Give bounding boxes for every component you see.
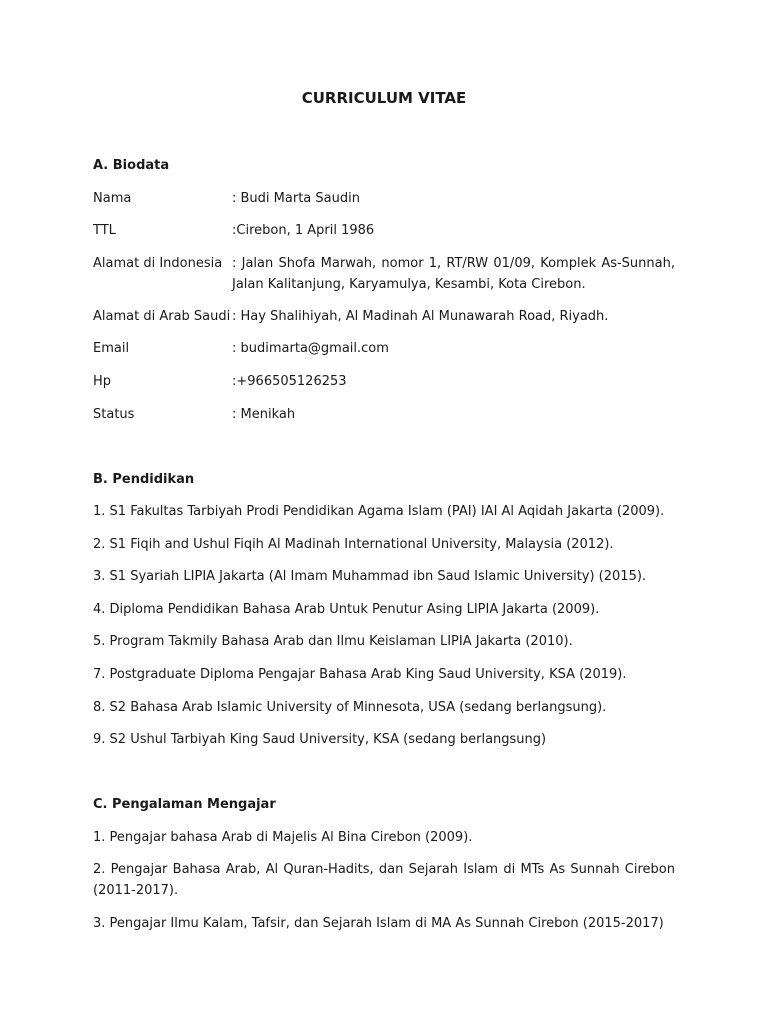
biodata-row-hp [93,371,675,392]
biodata-value: : budimarta@gmail.com [232,341,389,356]
biodata-value: : Hay Shalihiyah, Al Madinah Al Munawarah Road, Riyadh. [232,309,609,324]
document-title: CURRICULUM VITAE [301,89,467,107]
pengalaman-item: 3. Pengajar Ilmu Kalam, Tafsir, dan Sejarah Islam di MA As Sunnah Cirebon (2015-2017) [93,916,664,931]
biodata-value: : Budi Marta Saudin [232,191,360,206]
pendidikan-item: 4. Diploma Pendidikan Bahasa Arab Untuk Penutur Asing LIPIA Jakarta (2009). [93,602,600,617]
biodata-value: : Jalan Shofa Marwah, nomor 1, RT/RW 01/09, Komplek As-Sunnah, Jalan Kalitanjung, Karyamulya, Kesambi, Kota Cirebon. [232,256,675,292]
biodata-value: : Menikah [232,407,296,422]
biodata-value: :Cirebon, 1 April 1986 [232,223,375,238]
pendidikan-heading: B. Pendidikan [93,472,195,487]
biodata-label: Alamat di Indonesia [93,256,223,271]
pendidikan-item: 3. S1 Syariah LIPIA Jakarta (Al Imam Muhammad ibn Saud Islamic University) (2015). [93,569,647,584]
pengalaman-item: 1. Pengajar bahasa Arab di Majelis Al Bina Cirebon (2009). [93,830,473,845]
biodata-row-nama [93,188,675,209]
pendidikan-item: 2. S1 Fiqih and Ushul Fiqih Al Madinah International University, Malaysia (2012). [93,537,614,552]
biodata-value: :+966505126253 [232,374,347,389]
biodata-label: Nama [93,191,132,206]
pengalaman-heading: C. Pengalaman Mengajar [93,797,276,812]
biodata-row-status [93,404,675,425]
biodata-row-alamat-arab-saudi [93,306,675,327]
biodata-heading: A. Biodata [93,158,170,173]
biodata-label: Status [93,407,135,422]
biodata-label: Email [93,341,130,356]
pengalaman-item: 2. Pengajar Bahasa Arab, Al Quran-Hadits, dan Sejarah Islam di MTs As Sunnah Cirebon (2011-2017). [93,862,675,898]
biodata-label: Hp [93,374,112,389]
biodata-row-alamat-indonesia [93,253,675,295]
pendidikan-item: 7. Postgraduate Diploma Pengajar Bahasa Arab King Saud University, KSA (2019). [93,667,627,682]
biodata-row-ttl [93,220,675,241]
pendidikan-item: 1. S1 Fakultas Tarbiyah Prodi Pendidikan Agama Islam (PAI) IAI Al Aqidah Jakarta (2009). [93,504,665,519]
pendidikan-item: 8. S2 Bahasa Arab Islamic University of Minnesota, USA (sedang berlangsung). [93,700,607,715]
pendidikan-item: 5. Program Takmily Bahasa Arab dan Ilmu Keislaman LIPIA Jakarta (2010). [93,634,573,649]
biodata-label: TTL [93,223,116,238]
biodata-row-email [93,338,675,359]
pendidikan-item: 9. S2 Ushul Tarbiyah King Saud University, KSA (sedang berlangsung) [93,732,547,747]
biodata-label: Alamat di Arab Saudi [93,309,231,324]
